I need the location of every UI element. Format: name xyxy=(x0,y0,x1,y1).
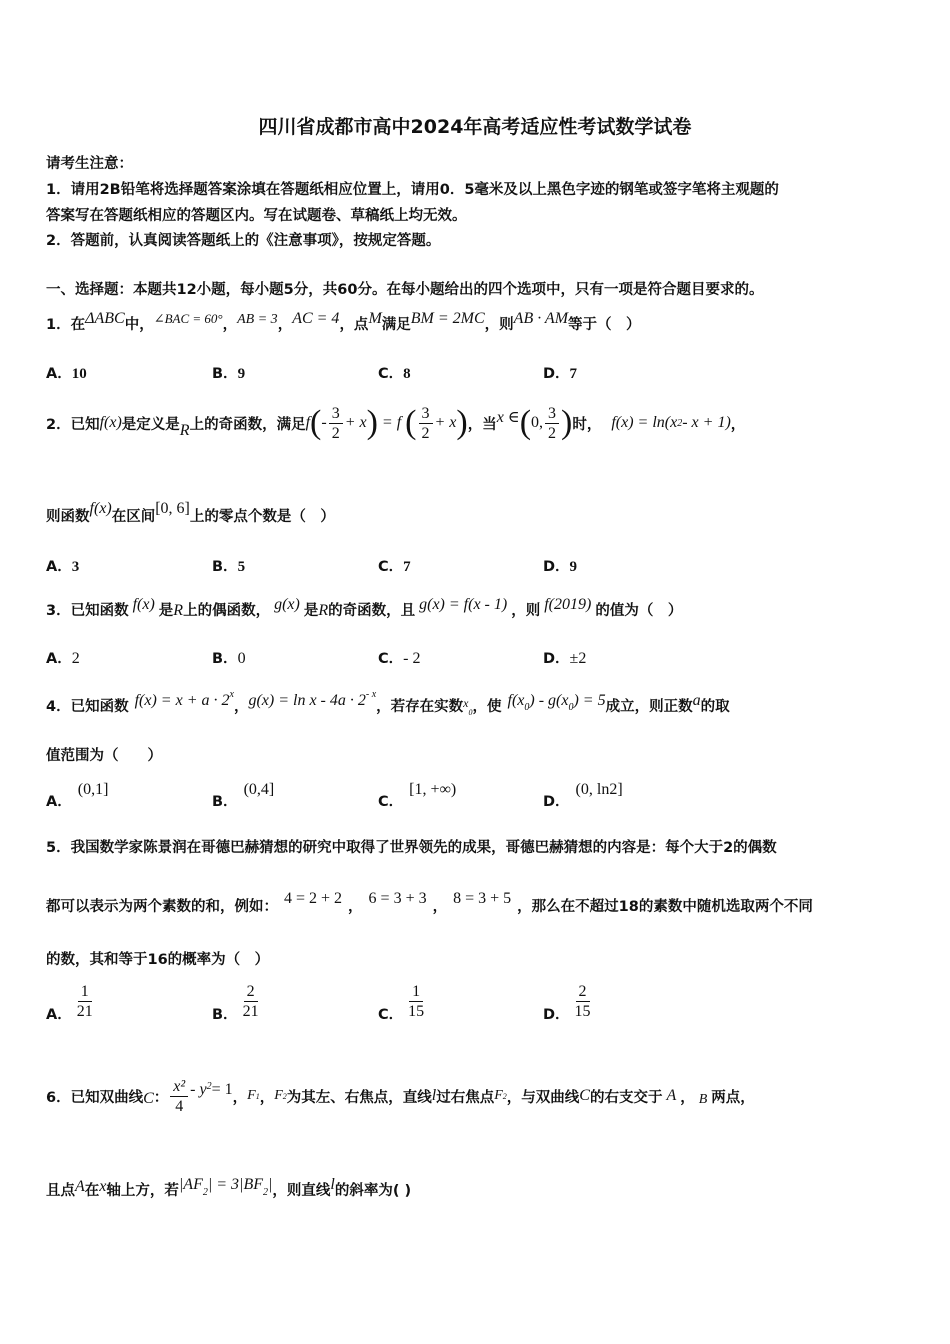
q6-math: 1 xyxy=(255,1091,260,1101)
q3-option-b[interactable] xyxy=(212,647,246,668)
q3-math: g(x) = f(x - 1) xyxy=(419,596,508,613)
paren: ) xyxy=(366,404,378,441)
q5-math: 8 = 3 + 5 xyxy=(453,890,512,907)
q6-text: 两点， xyxy=(711,1089,755,1106)
question-2 xyxy=(46,398,906,448)
fraction xyxy=(405,982,427,1021)
q2-math: + x xyxy=(434,414,457,431)
q5-math: 6 = 3 + 3 xyxy=(368,890,427,907)
option-label: A． xyxy=(46,794,72,810)
question-6 xyxy=(46,1072,755,1120)
fraction xyxy=(545,404,559,443)
option-label: C． xyxy=(378,1007,404,1023)
q5-option-c[interactable] xyxy=(378,982,429,1021)
q2-text: 在区间 xyxy=(111,509,156,525)
fraction-den: 15 xyxy=(408,1003,425,1020)
option-value: 8 xyxy=(403,366,411,382)
option-value: 0 xyxy=(237,650,246,667)
q6-math: F xyxy=(247,1088,256,1103)
q1-text: ，点 xyxy=(339,317,369,333)
q6-math: l xyxy=(431,1087,437,1104)
q6-text: 且点 xyxy=(46,1183,75,1199)
q6-math: | = 3|BF xyxy=(207,1176,263,1193)
q4-math: ) - g(x xyxy=(529,692,569,709)
q2-text: 则函数 xyxy=(46,509,90,525)
q3-text: 是 xyxy=(158,603,174,619)
q2-math: f(x) xyxy=(99,414,122,431)
q6-text: 在 xyxy=(84,1183,100,1199)
question-2-line-2 xyxy=(46,500,335,526)
q4-option-a[interactable] xyxy=(46,778,109,810)
q5-text: ，那么在不超过18的素数中随机选取两个不同 xyxy=(517,899,813,915)
q2-option-d[interactable] xyxy=(543,555,577,576)
q1-math: ΔABC xyxy=(85,310,125,327)
q1-text: 1．在 xyxy=(46,317,86,333)
option-value: 9 xyxy=(569,559,578,575)
q3-text: 的奇函数，且 xyxy=(328,603,416,619)
fraction-den: 21 xyxy=(76,1003,93,1020)
q6-text: ，则直线 xyxy=(272,1183,331,1199)
q3-text: 上的偶函数， xyxy=(183,603,271,619)
q6-text: ， xyxy=(259,1089,275,1106)
q6-math: B xyxy=(698,1092,708,1107)
fraction xyxy=(329,404,343,443)
fraction-num: 3 xyxy=(545,404,559,424)
question-4 xyxy=(46,689,730,717)
option-value: 9 xyxy=(237,366,246,382)
q1-math: BM = 2MC xyxy=(410,310,485,327)
notice-heading: 请考生注意： xyxy=(46,156,133,172)
option-label: D． xyxy=(543,1007,570,1023)
fraction xyxy=(419,404,433,443)
fraction-den: 15 xyxy=(574,1003,591,1020)
option-value: 7 xyxy=(569,366,578,382)
fraction-num: 2 xyxy=(244,982,258,1002)
q1-math: M xyxy=(368,310,382,327)
notice-item-2: 2．答题前，认真阅读答题纸上的《注意事项》，按规定答题。 xyxy=(46,233,441,249)
paren: ( xyxy=(310,404,322,441)
option-label: D． xyxy=(543,559,570,575)
q3-text: 是 xyxy=(303,603,319,619)
q4-text: ，使 xyxy=(472,699,502,715)
notice-item-1-line-2: 答案写在答题纸相应的答题区内。写在试题卷、草稿纸上均无效。 xyxy=(46,208,467,224)
option-label: A． xyxy=(46,559,72,575)
fraction-num: 2 xyxy=(576,982,590,1002)
q6-text: ， xyxy=(232,1089,248,1106)
fraction xyxy=(74,982,96,1021)
q6-math: C xyxy=(143,1090,154,1107)
q3-math: f(2019) xyxy=(544,596,592,613)
q1-math: ∠BAC = 60° xyxy=(153,311,223,326)
q6-math: 2 xyxy=(262,1187,268,1198)
q6-math: - y xyxy=(190,1081,207,1098)
q3-math: f(x) xyxy=(132,596,155,613)
q1-option-b[interactable] xyxy=(212,362,245,383)
q2-option-a[interactable] xyxy=(46,555,79,576)
question-6-line-2 xyxy=(46,1176,411,1200)
option-label: C． xyxy=(378,559,404,575)
q2-math: - x + 1) xyxy=(682,414,731,431)
fraction xyxy=(170,1077,188,1116)
option-label: B． xyxy=(212,1007,238,1023)
option-value: - 2 xyxy=(403,650,421,667)
option-label: B． xyxy=(212,651,238,667)
q2-text: 2．已知 xyxy=(46,416,100,433)
fraction-num: 3 xyxy=(329,404,343,424)
option-label: B． xyxy=(212,366,238,382)
paren: ) xyxy=(456,404,468,441)
q2-math: + x xyxy=(344,414,367,431)
fraction-num: 1 xyxy=(78,982,92,1002)
q6-math: C xyxy=(579,1087,590,1104)
q6-text: ： xyxy=(153,1089,169,1106)
q4-text: 的取 xyxy=(700,699,730,715)
q5-option-b[interactable] xyxy=(212,982,264,1021)
option-label: D． xyxy=(543,794,570,810)
fraction-num: 1 xyxy=(409,982,423,1002)
q2-text: 上的奇函数，满足 xyxy=(189,416,306,433)
question-3 xyxy=(46,596,682,620)
q4-text: ，若存在实数 xyxy=(376,699,464,715)
option-label: C． xyxy=(378,366,404,382)
q3-math: R xyxy=(318,602,329,619)
q1-math: AB = 3 xyxy=(237,312,278,327)
q2-option-c[interactable] xyxy=(378,555,411,576)
q1-math: AB · AM xyxy=(513,310,569,327)
q1-option-d[interactable] xyxy=(543,362,577,383)
option-value: 5 xyxy=(237,559,246,575)
question-5-line-2 xyxy=(46,890,813,916)
q5-math: 4 = 2 + 2 xyxy=(284,890,343,907)
q4-math: 0 xyxy=(524,702,530,713)
fraction-den: 2 xyxy=(421,424,430,442)
fraction-den: 4 xyxy=(175,1097,184,1115)
option-label: B． xyxy=(212,559,238,575)
q5-option-d[interactable] xyxy=(543,982,596,1021)
q6-text: 的右支交于 xyxy=(589,1089,663,1106)
q6-math: = 1 xyxy=(211,1081,233,1098)
q6-math: A xyxy=(75,1178,85,1195)
q2-text: 是定义是 xyxy=(121,416,180,433)
q2-math: 2 xyxy=(677,417,683,429)
q6-math: F xyxy=(494,1088,503,1103)
option-value: ±2 xyxy=(569,650,587,667)
paren: ) xyxy=(561,404,573,441)
option-value: 2 xyxy=(71,650,80,667)
question-1 xyxy=(46,310,641,334)
q6-math: 2 xyxy=(206,1080,212,1092)
q2-math: [0, 6] xyxy=(155,500,190,517)
q1-option-c[interactable] xyxy=(378,362,411,383)
q2-math: = f xyxy=(381,414,402,431)
q3-math: g(x) xyxy=(274,596,300,613)
q6-math: 2 xyxy=(202,1187,208,1198)
q4-math: a xyxy=(692,692,701,709)
notice-item-1-line-1: 1．请用2B铅笔将选择题答案涂填在答题纸相应位置上，请用0．5毫米及以上黑色字迹的钢笔或签字笔将主观题的 xyxy=(46,182,779,198)
q4-math: ) = 5 xyxy=(573,692,606,709)
q1-text: 中， xyxy=(124,317,154,333)
q2-option-b[interactable] xyxy=(212,555,245,576)
option-label: A． xyxy=(46,1007,72,1023)
option-value: (0,4] xyxy=(243,781,275,798)
q6-text: ， xyxy=(680,1089,695,1106)
fraction-den: 21 xyxy=(242,1003,259,1020)
q4-math: 0 xyxy=(468,708,473,717)
q1-text: 等于（ ） xyxy=(568,317,641,333)
q2-text: ， xyxy=(730,416,746,433)
q4-math: x xyxy=(229,689,234,700)
fraction-den: 2 xyxy=(331,424,340,442)
q1-text: ， xyxy=(277,317,293,333)
question-5-line-1: 5．我国数学家陈景润在哥德巴赫猜想的研究中取得了世界领先的成果，哥德巴赫猜想的内容是：每个大于2的偶数 xyxy=(46,840,777,856)
q3-option-d[interactable] xyxy=(543,647,586,668)
q4-text: 4．已知函数 xyxy=(46,699,129,715)
page-title: 四川省成都市高中2024年高考适应性考试数学试卷 xyxy=(258,116,692,138)
option-label: A． xyxy=(46,366,72,382)
q2-math: f(x) = ln(x xyxy=(611,414,678,431)
q2-math: 0, xyxy=(531,414,544,431)
q4-text: 成立，则正数 xyxy=(605,699,693,715)
q6-math: 2 xyxy=(502,1091,507,1101)
q1-math: AC = 4 xyxy=(292,310,340,327)
q2-math: x ∈ xyxy=(496,409,520,426)
q3-text: ，则 xyxy=(511,603,541,619)
q4-math: - x xyxy=(365,689,377,700)
q1-text: ，则 xyxy=(484,317,514,333)
fraction xyxy=(572,982,594,1021)
q6-text: 6．已知双曲线 xyxy=(46,1089,144,1106)
fraction-den: 2 xyxy=(548,424,557,442)
q6-math: x xyxy=(99,1178,107,1195)
q4-math: g(x) = ln x - 4a · 2 xyxy=(248,692,366,709)
q6-math: | xyxy=(267,1176,273,1193)
q6-text: 的斜率为( ) xyxy=(334,1183,412,1199)
q1-text: ， xyxy=(222,317,238,333)
q1-text: 满足 xyxy=(381,317,411,333)
q6-text: ，与双曲线 xyxy=(506,1089,580,1106)
section-1-heading: 一、选择题：本题共12小题，每小题5分，共60分。在每小题给出的四个选项中，只有一项是符合题目要求的。 xyxy=(46,282,764,298)
option-value: (0,1] xyxy=(77,781,109,798)
fraction-num: x² xyxy=(170,1077,188,1097)
q4-math: x xyxy=(463,696,469,710)
q4-option-b[interactable] xyxy=(212,778,275,810)
q6-text: 为其左、右焦点，直线 xyxy=(286,1089,432,1106)
q6-text: 轴上方，若 xyxy=(106,1183,179,1199)
option-label: C． xyxy=(378,794,404,810)
q3-math: R xyxy=(173,602,184,619)
q5-text: ， xyxy=(348,899,363,915)
q6-math: 2 xyxy=(282,1091,287,1101)
q3-text: 的值为（ ） xyxy=(595,603,683,619)
q2-text: 上的零点个数是（ ） xyxy=(189,509,335,525)
paren: ( xyxy=(405,404,417,441)
option-value: [1, +∞) xyxy=(409,781,457,798)
option-label: D． xyxy=(543,651,570,667)
q6-math: F xyxy=(274,1088,283,1103)
fraction xyxy=(240,982,262,1021)
q4-math: 0 xyxy=(568,702,574,713)
q2-math: - xyxy=(321,414,327,431)
q5-option-a[interactable] xyxy=(46,982,98,1021)
option-label: A． xyxy=(46,651,72,667)
paren: ( xyxy=(519,404,532,441)
question-4-line-2: 值范围为（ ） xyxy=(46,748,162,764)
q2-math: f xyxy=(305,414,311,431)
option-value: (0, ln2] xyxy=(575,781,623,798)
q6-math: |AF xyxy=(178,1176,203,1193)
q4-option-c[interactable] xyxy=(378,778,457,810)
q3-option-c[interactable] xyxy=(378,647,420,668)
q3-option-a[interactable] xyxy=(46,647,80,668)
q4-option-d[interactable] xyxy=(543,778,623,810)
option-value: 10 xyxy=(71,366,87,382)
q6-math: l xyxy=(330,1176,335,1193)
option-label: C． xyxy=(378,651,404,667)
q4-math: f(x xyxy=(507,692,525,709)
fraction-num: 3 xyxy=(419,404,433,424)
option-label: B． xyxy=(212,794,238,810)
option-value: 3 xyxy=(71,559,80,575)
q2-text: 时， xyxy=(572,416,602,433)
q3-text: 3．已知函数 xyxy=(46,603,129,619)
q4-text: ， xyxy=(233,699,249,715)
q5-text: ， xyxy=(432,899,448,915)
option-value: 7 xyxy=(403,559,411,575)
question-5-line-3: 的数，其和等于16的概率为（ ） xyxy=(46,952,270,968)
q5-text: 都可以表示为两个素数的和，例如： xyxy=(46,899,278,915)
q6-text: 过右焦点 xyxy=(436,1089,495,1106)
q2-math: R xyxy=(179,422,190,439)
q2-math: f(x) xyxy=(89,500,112,517)
option-label: D． xyxy=(543,366,570,382)
q4-math: f(x) = x + a · 2 xyxy=(134,692,230,709)
q2-text: ，当 xyxy=(467,416,497,433)
q6-math: A xyxy=(666,1087,677,1104)
q1-option-a[interactable] xyxy=(46,362,87,383)
